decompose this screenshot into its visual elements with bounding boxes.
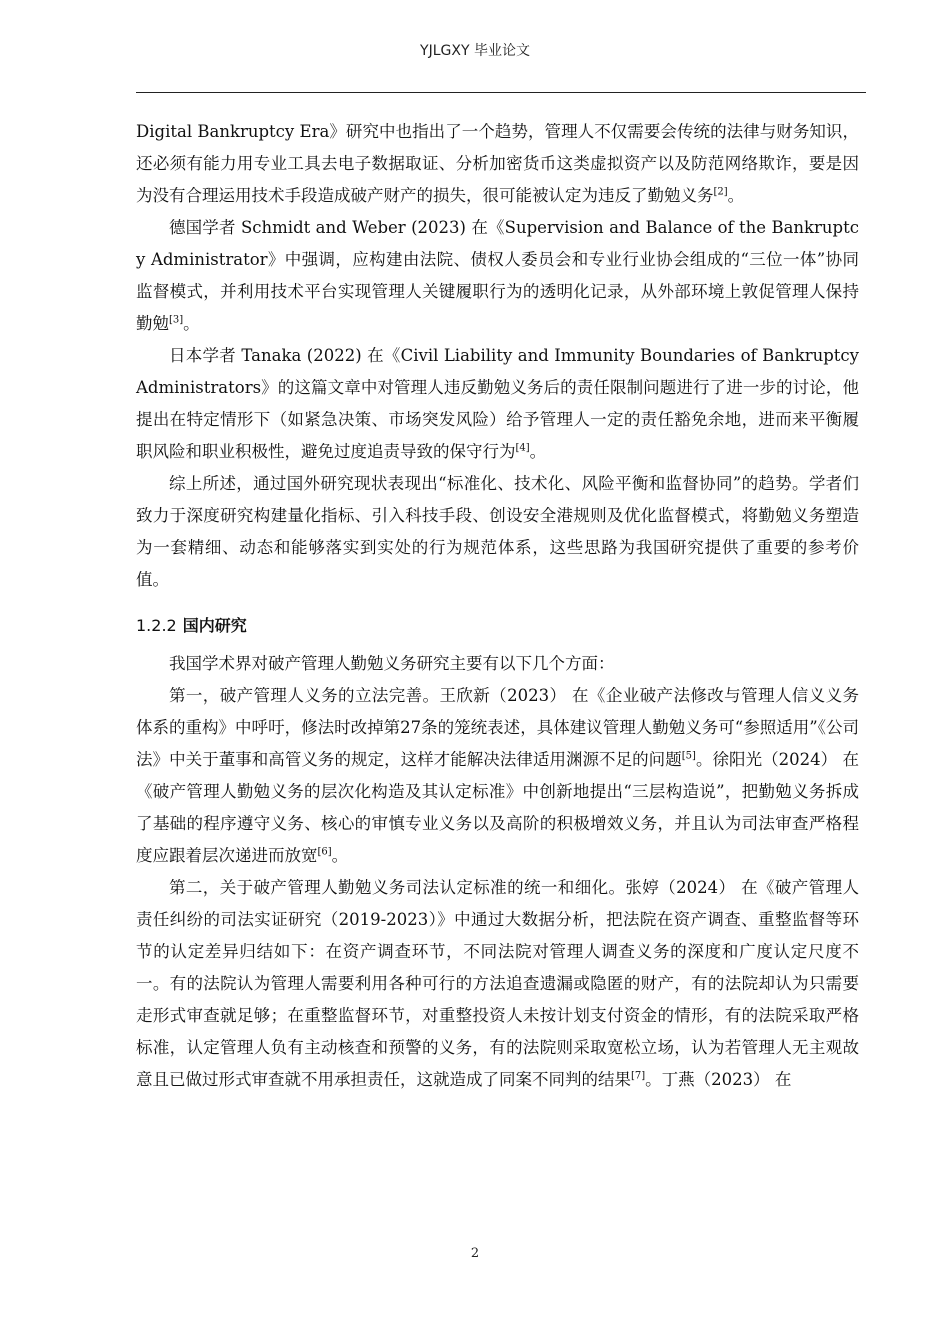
page-number: 2 [470, 1246, 480, 1261]
citation-4: [4] [515, 442, 530, 454]
section-heading [136, 610, 859, 642]
section-number: 1.2.2 [136, 616, 177, 635]
paragraph-foreign-summary: 综上所述，通过国外研究现状表现出“标准化、技术化、风险平衡和监督协同”的趋势。学者们致力于深度研究构建量化指标、引入科技手段、创设安全港规则及优化监督模式，将勤勉义务塑造为一套精细、动态和能够落实到实处的行为规范体系，这些思路为我国研究提供了重要的参考价值。 [136, 474, 859, 589]
paragraph-domestic-1: 第一，破产管理人义务的立法完善。王欣新（2023） 在《企业破产法修改与管理人信义义务体系的重构》中呼吁，修法时改掉第27条的笼统表述，具体建议管理人勤勉义务可“参照适用”《公司法》中关于董事和高管义务的规定，这样才能解决法律适用渊源不足的问题[5]。徐阳光（2024） 在《破产管理人勤勉义务的层次化构造及其认定标准》中创新地提出“三层构造说”，把勤勉义务拆成了基础的程序遵守义务、核心的审慎专业义务以及高阶的积极增效义务，并且认为司法审查严格程度应跟着层次递进而放宽[6]。 [136, 686, 859, 865]
citation-6: [6] [317, 846, 332, 858]
running-header-title: YJLGXY 毕业论文 [420, 43, 530, 59]
section-title: 国内研究 [182, 616, 247, 635]
document-body [136, 116, 859, 1096]
header-divider [136, 92, 866, 93]
paragraph-foreign-2: 德国学者 Schmidt and Weber (2023) 在《Supervision and Balance of the Bankruptcy Administrator》中强调，应构建由法院、债权人委员会和专业行业协会组成的“三位一体”协同监督模式，并利用技术平台实现管理人关键履职行为的透明化记录，从外部环境上敦促管理人保持勤勉[3]。 [136, 218, 859, 333]
citation-5: [5] [681, 750, 696, 762]
paragraph-domestic-2: 第二，关于破产管理人勤勉义务司法认定标准的统一和细化。张婷（2024） 在《破产管理人责任纠纷的司法实证研究（2019-2023）》中通过大数据分析，把法院在资产调查、重整监督等环节的认定差异归结如下：在资产调查环节，不同法院对管理人调查义务的深度和广度认定尺度不一。有的法院认为管理人需要利用各种可行的方法追查遗漏或隐匿的财产，有的法院却认为只需要走形式审查就足够；在重整监督环节，对重整投资人未按计划支付资金的情形，有的法院采取严格标准，认定管理人负有主动核查和预警的义务，有的法院则采取宽松立场，认为若管理人无主观故意且已做过形式审查就不用承担责任，这就造成了同案不同判的结果[7]。丁燕（2023） 在 [136, 878, 859, 1089]
citation-7: [7] [631, 1070, 646, 1082]
paragraph-foreign-1: Digital Bankruptcy Era》研究中也指出了一个趋势，管理人不仅需要会传统的法律与财务知识，还必须有能力用专业工具去电子数据取证、分析加密货币这类虚拟资产以及防范网络欺诈，要是因为没有合理运用技术手段造成破产财产的损失，很可能被认定为违反了勤勉义务[2]。 [136, 122, 859, 205]
paragraph-foreign-3: 日本学者 Tanaka (2022) 在《Civil Liability and Immunity Boundaries of Bankruptcy Administrators》的这篇文章中对管理人违反勤勉义务后的责任限制问题进行了进一步的讨论，他提出在特定情形下（如紧急决策、市场突发风险）给予管理人一定的责任豁免余地，进而来平衡履职风险和职业积极性，避免过度追责导致的保守行为[4]。 [136, 346, 859, 461]
paragraph-domestic-intro: 我国学术界对破产管理人勤勉义务研究主要有以下几个方面： [169, 654, 615, 673]
citation-2: [2] [713, 186, 728, 198]
citation-3: [3] [169, 314, 184, 326]
